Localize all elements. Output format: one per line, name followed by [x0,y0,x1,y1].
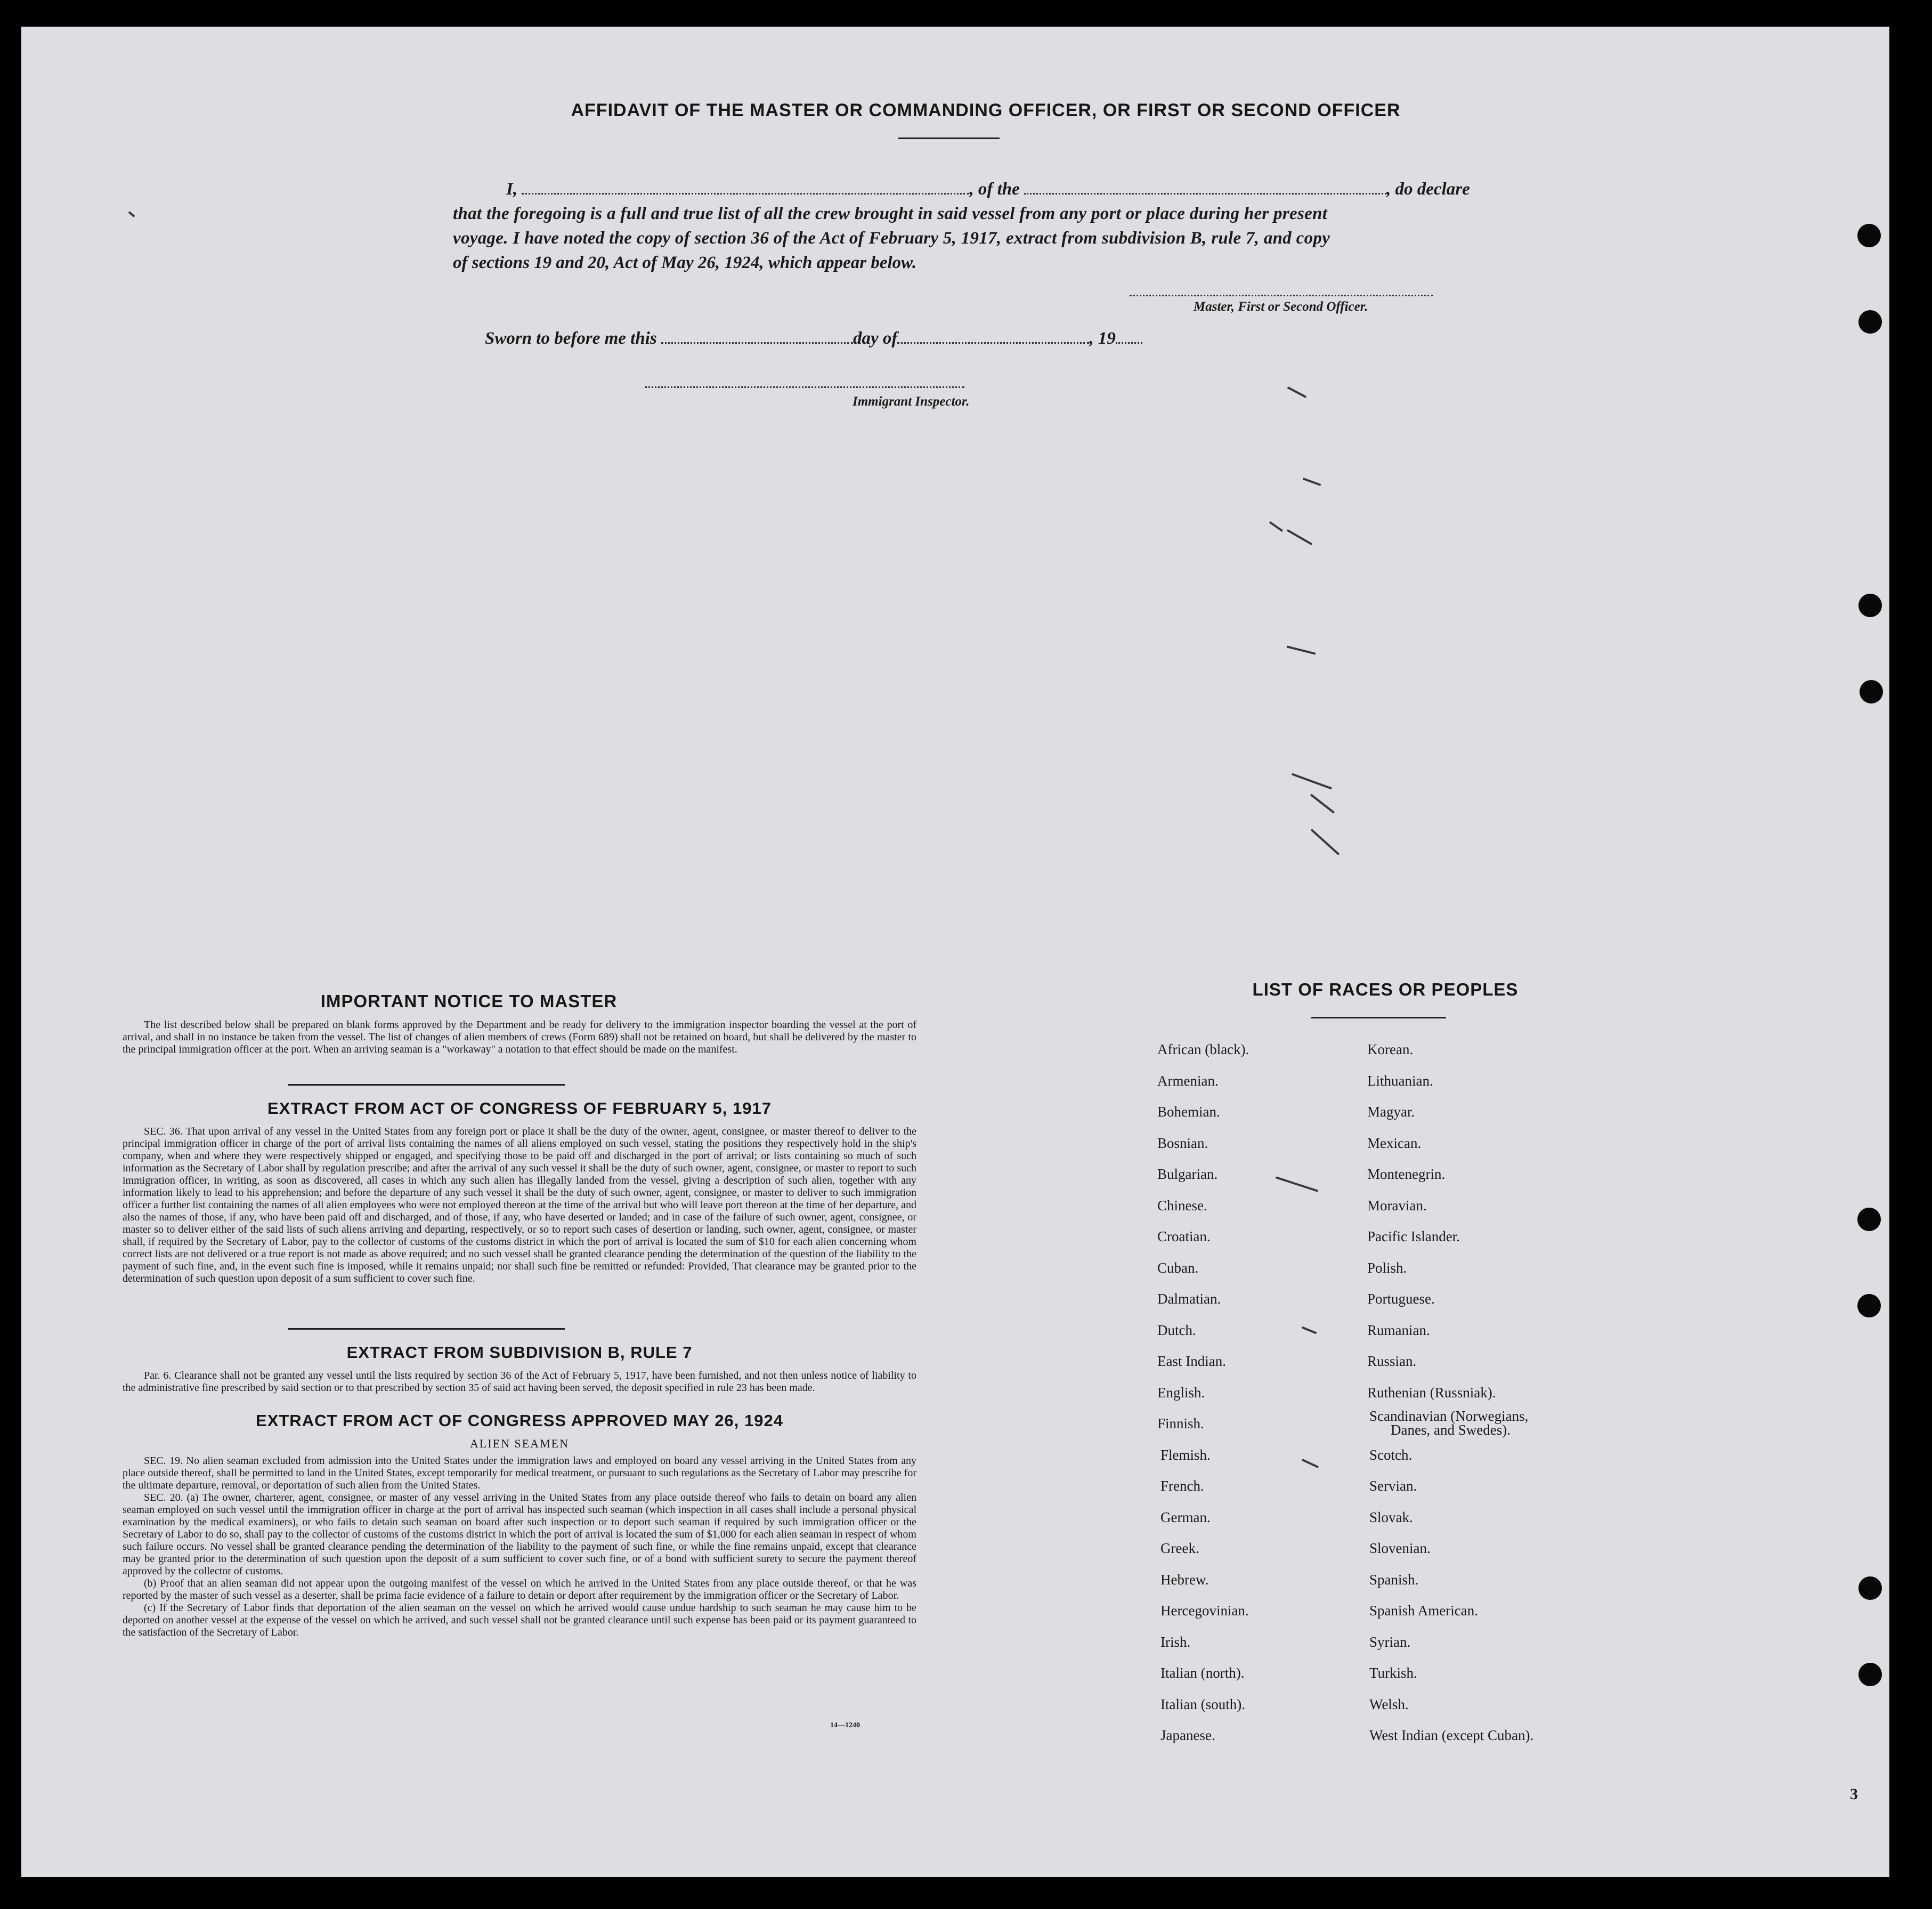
act-1917-title: EXTRACT FROM ACT OF CONGRESS OF FEBRUARY 5, 1917 [267,1099,772,1118]
sworn-year-blank[interactable] [1116,330,1142,344]
affidavit-statement [453,177,1492,275]
form-number: 14—1240 [830,1721,860,1729]
race-item: Portuguese. [1367,1291,1435,1307]
binder-hole [1860,680,1883,703]
binder-hole [1857,224,1881,247]
stray-mark [1310,794,1335,814]
notice-text: The list described below shall be prepared on blank forms approved by the Department and be ready for delivery to the immigration inspector boarding the vessel at the port of arrival, and shall in no instance be taken from the vessel. The list of changes of alien members of crews (Form 689) shall not be retained on board, but shall be delivered by the master to the principal immigration officer at the port. When an arriving seaman is a "workaway" a notation to that effect should be made on the manifest. [123,1019,916,1055]
year-prefix: , 19 [1089,329,1116,348]
race-item: Flemish. [1160,1446,1211,1463]
race-item: East Indian. [1157,1353,1226,1369]
day-of-label: day of [853,329,898,348]
sworn-month-blank[interactable] [897,330,1089,344]
act-1917-text: SEC. 36. That upon arrival of any vessel in the United States from any foreign port or place it shall be the duty of the owner, agent, consignee, or master thereof to deliver to the principal immigration officer in charge of the port of arrival lists containing the names of all aliens employed on such vessel, stating the positions they respectively hold in the ship's company, when and where they were respectively shipped or engaged, and specifying those to be paid off and discharged in the port of arrival; or lists containing so much of such information as the Secretary of Labor shall by regulation prescribe; and after the arrival of any such vessel it shall be the duty of such owner, agent, consignee, or master to report to such immigration officer, in writing, as soon as discovered, all cases in which any such alien has illegally landed from the vessel, giving a description of such alien, together with any information likely to lead to his apprehension; and before the departure of any such vessel it shall be the duty of such owner, agent, consignee, or master to deliver to such immigration officer a further list containing the names of all alien employees who were not employed thereon at the time of the arrival but who will leave port thereon at the time of her departure, and also the names of those, if any, who have been paid off and discharged, and of those, if any, who have deserted or landed; and in case of the failure of such owner, agent, consignee, or master so to deliver either of the said lists of such aliens arriving and departing, respectively, or so to report such cases of desertion or landing, such owner, agent, consignee, or master shall, if required by the Secretary of Labor, pay to the collector of customs of the customs district in which the port of arrival is located the sum of $10 for each alien concerning whom correct lists are not delivered or a true report is not made as above required; and no such vessel shall be granted clearance pending the determination of the question of the liability to the payment of such fine, and, in the event such fine is imposed, while it remains unpaid; nor shall such fine be remitted or refunded: Provided, That clearance may be granted prior to the determination of such question upon deposit of a sum sufficient to cover such fine. [123,1126,916,1284]
section-divider [288,1084,565,1086]
race-item: Syrian. [1369,1633,1411,1650]
race-item: Ruthenian (Russniak). [1367,1384,1496,1401]
rule-7-text: Par. 6. Clearance shall not be granted any vessel until the lists required by section 36 of the Act of February 5, 1917, have been furnished, and not then unless notice of liability to the administrative fine prescribed by said section or to that prescribed by section 35 of said act having been served, the deposit specified in rule 23 has been made. [123,1370,916,1394]
race-item: German. [1160,1509,1211,1525]
race-item: Irish. [1160,1633,1191,1650]
race-item: Korean. [1367,1041,1414,1057]
race-item: Turkish. [1369,1665,1417,1681]
sworn-label: Sworn to before me this [485,329,657,348]
binder-hole [1858,594,1882,617]
rule-7-title: EXTRACT FROM SUBDIVISION B, RULE 7 [346,1343,693,1362]
affidavit-title: AFFIDAVIT OF THE MASTER OR COMMANDING OFFICER, OR FIRST OR SECOND OFFICER [571,100,1401,120]
race-item: Servian. [1369,1478,1417,1494]
race-item: Moravian. [1367,1197,1427,1214]
master-name-blank[interactable] [522,181,969,195]
stray-mark [1269,521,1284,532]
race-item: Dalmatian. [1157,1291,1221,1307]
sworn-day-blank[interactable] [661,330,853,344]
sec-20c-text: (c) If the Secretary of Labor finds that deportation of the alien seaman on the vessel on which he arrived would cause undue hardship to such seaman he may cause him to be deported on another vessel at the expense of the vessel on which he arrived, and such vessel shall not be granted clearance until such expense has been paid or its payment guaranteed to the satisfaction of the Secretary of Labor. [123,1602,916,1638]
stray-mark [1286,645,1316,654]
affidavit-line-3: voyage. I have noted the copy of section 36 of the Act of February 5, 1917, extract from subdivision B, rule 7, and copy [453,229,1330,248]
race-item: Russian. [1367,1353,1417,1369]
binder-hole [1857,1208,1881,1231]
race-item: Welsh. [1369,1696,1409,1712]
stray-mark [1302,1459,1319,1468]
race-item: Italian (north). [1160,1665,1245,1681]
inspector-signature-line[interactable] [645,385,964,388]
race-item: Pacific Islander. [1367,1228,1460,1244]
vessel-name-blank[interactable] [1024,181,1386,195]
race-item: English. [1157,1384,1205,1401]
races-title-underline [1311,1017,1446,1018]
race-item: Slovenian. [1369,1540,1431,1556]
act-1924-title: EXTRACT FROM ACT OF CONGRESS APPROVED MAY 26, 1924 [256,1411,783,1430]
act-1924-body [123,1455,916,1639]
affidavit-line-4: of sections 19 and 20, Act of May 26, 1924, which appear below. [453,253,917,272]
affidavit-line-2: that the foregoing is a full and true list of all the crew brought in said vessel from any port or place during her present [453,204,1328,223]
stray-mark [1287,386,1306,398]
race-item: Japanese. [1160,1727,1215,1743]
race-item: French. [1160,1478,1204,1494]
race-item: Scandinavian (Norwegians, [1369,1408,1529,1424]
affidavit-of-the: , of the [969,180,1020,199]
sec-20b-text: (b) Proof that an alien seaman did not appear upon the outgoing manifest of the vessel on which he arrived in the United States from any place outside thereof, or that he was reported by the master of such vessel as a deserter, shall be prima facie evidence of a failure to detain or deport after requirement by the immigration officer or the Secretary of Labor. [123,1578,916,1601]
binder-hole [1857,1294,1881,1317]
binder-hole [1858,1663,1882,1686]
act-1924-subtitle: ALIEN SEAMEN [470,1437,569,1450]
rule-7-body [123,1370,916,1394]
binder-hole [1858,310,1882,334]
race-item: Polish. [1367,1259,1407,1276]
race-item: Croatian. [1157,1228,1211,1244]
sec-20a-text: SEC. 20. (a) The owner, charterer, agent, consignee, or master of any vessel arriving in the United States from any place outside thereof who fails to detain on board any alien seaman employed on such vessel until the immigration officer in charge at the port of arrival has inspected such seaman (which inspection in all cases shall include a personal physical examination by the medical examiners), or who fails to detain such seaman on board after such inspection or to deport such seaman if required by such immigration officer or the Secretary of Labor to do so, shall pay to the collector of customs of the customs district in which the port of arrival is located the sum of $1,000 for each alien seaman in respect of whom such failure occurs. No vessel shall be granted clearance pending the determination of the liability to the payment of such fine, or while the fine remains unpaid, except that clearance may be granted prior to the determination of such question upon the deposit of a sum sufficient to cover such fine, or of a bond with sufficient surety to secure the payment thereof approved by the collector of customs. [123,1492,916,1577]
stray-mark [1287,529,1313,545]
race-item: Scotch. [1369,1446,1413,1463]
race-item: Magyar. [1367,1104,1415,1120]
section-divider [288,1328,565,1330]
notice-body [123,1019,916,1056]
race-item: Slovak. [1369,1509,1413,1525]
race-item: Bosnian. [1157,1135,1208,1151]
stray-mark [128,211,135,217]
document-sheet [21,27,1889,1877]
sworn-line [485,326,1524,351]
race-item: Spanish. [1369,1571,1419,1588]
race-item: Bohemian. [1157,1104,1220,1120]
master-signature-line[interactable] [1130,293,1433,296]
race-item: Rumanian. [1367,1322,1430,1338]
race-item: Armenian. [1157,1072,1219,1089]
race-item: African (black). [1157,1041,1249,1057]
race-item: Chinese. [1157,1197,1207,1214]
race-item: Hercegovinian. [1160,1603,1249,1619]
race-item: Italian (south). [1160,1696,1245,1712]
stray-mark [1275,1176,1318,1192]
race-item: Greek. [1160,1540,1199,1556]
race-item: Hebrew. [1160,1571,1209,1588]
page-number: 3 [1850,1785,1858,1803]
race-item-continuation: Danes, and Swedes). [1391,1422,1511,1438]
race-item: Finnish. [1157,1415,1204,1431]
race-item: Lithuanian. [1367,1072,1433,1089]
binder-hole [1858,1576,1882,1600]
affidavit-i: I, [506,180,518,199]
notice-title: IMPORTANT NOTICE TO MASTER [320,991,618,1011]
master-signature-label: Master, First or Second Officer. [1194,300,1368,314]
stray-mark [1311,829,1340,855]
race-item: Montenegrin. [1367,1166,1446,1182]
race-item: Mexican. [1367,1135,1422,1151]
inspector-signature-label: Immigrant Inspector. [853,394,970,409]
stray-mark [1302,478,1321,486]
stray-mark [1301,1326,1317,1334]
stray-mark [1292,773,1333,789]
act-1917-body [123,1126,916,1285]
affidavit-declare: , do declare [1386,180,1470,199]
races-title: LIST OF RACES OR PEOPLES [1252,980,1519,999]
race-item: Bulgarian. [1157,1166,1218,1182]
race-item: Cuban. [1157,1259,1199,1276]
race-item: Dutch. [1157,1322,1196,1338]
race-item: Spanish American. [1369,1603,1478,1619]
sec-19-text: SEC. 19. No alien seaman excluded from admission into the United States under the immigration laws and employed on board any vessel arriving in the United States from any place outside thereof, shall be permitted to land in the United States, except temporarily for medical treatment, or pursuant to such regulations as the Secretary of Labor may prescribe for the ultimate departure, removal, or deportation of such alien from the United States. [123,1455,916,1491]
title-underline [898,137,1000,139]
race-item: West Indian (except Cuban). [1369,1727,1534,1743]
